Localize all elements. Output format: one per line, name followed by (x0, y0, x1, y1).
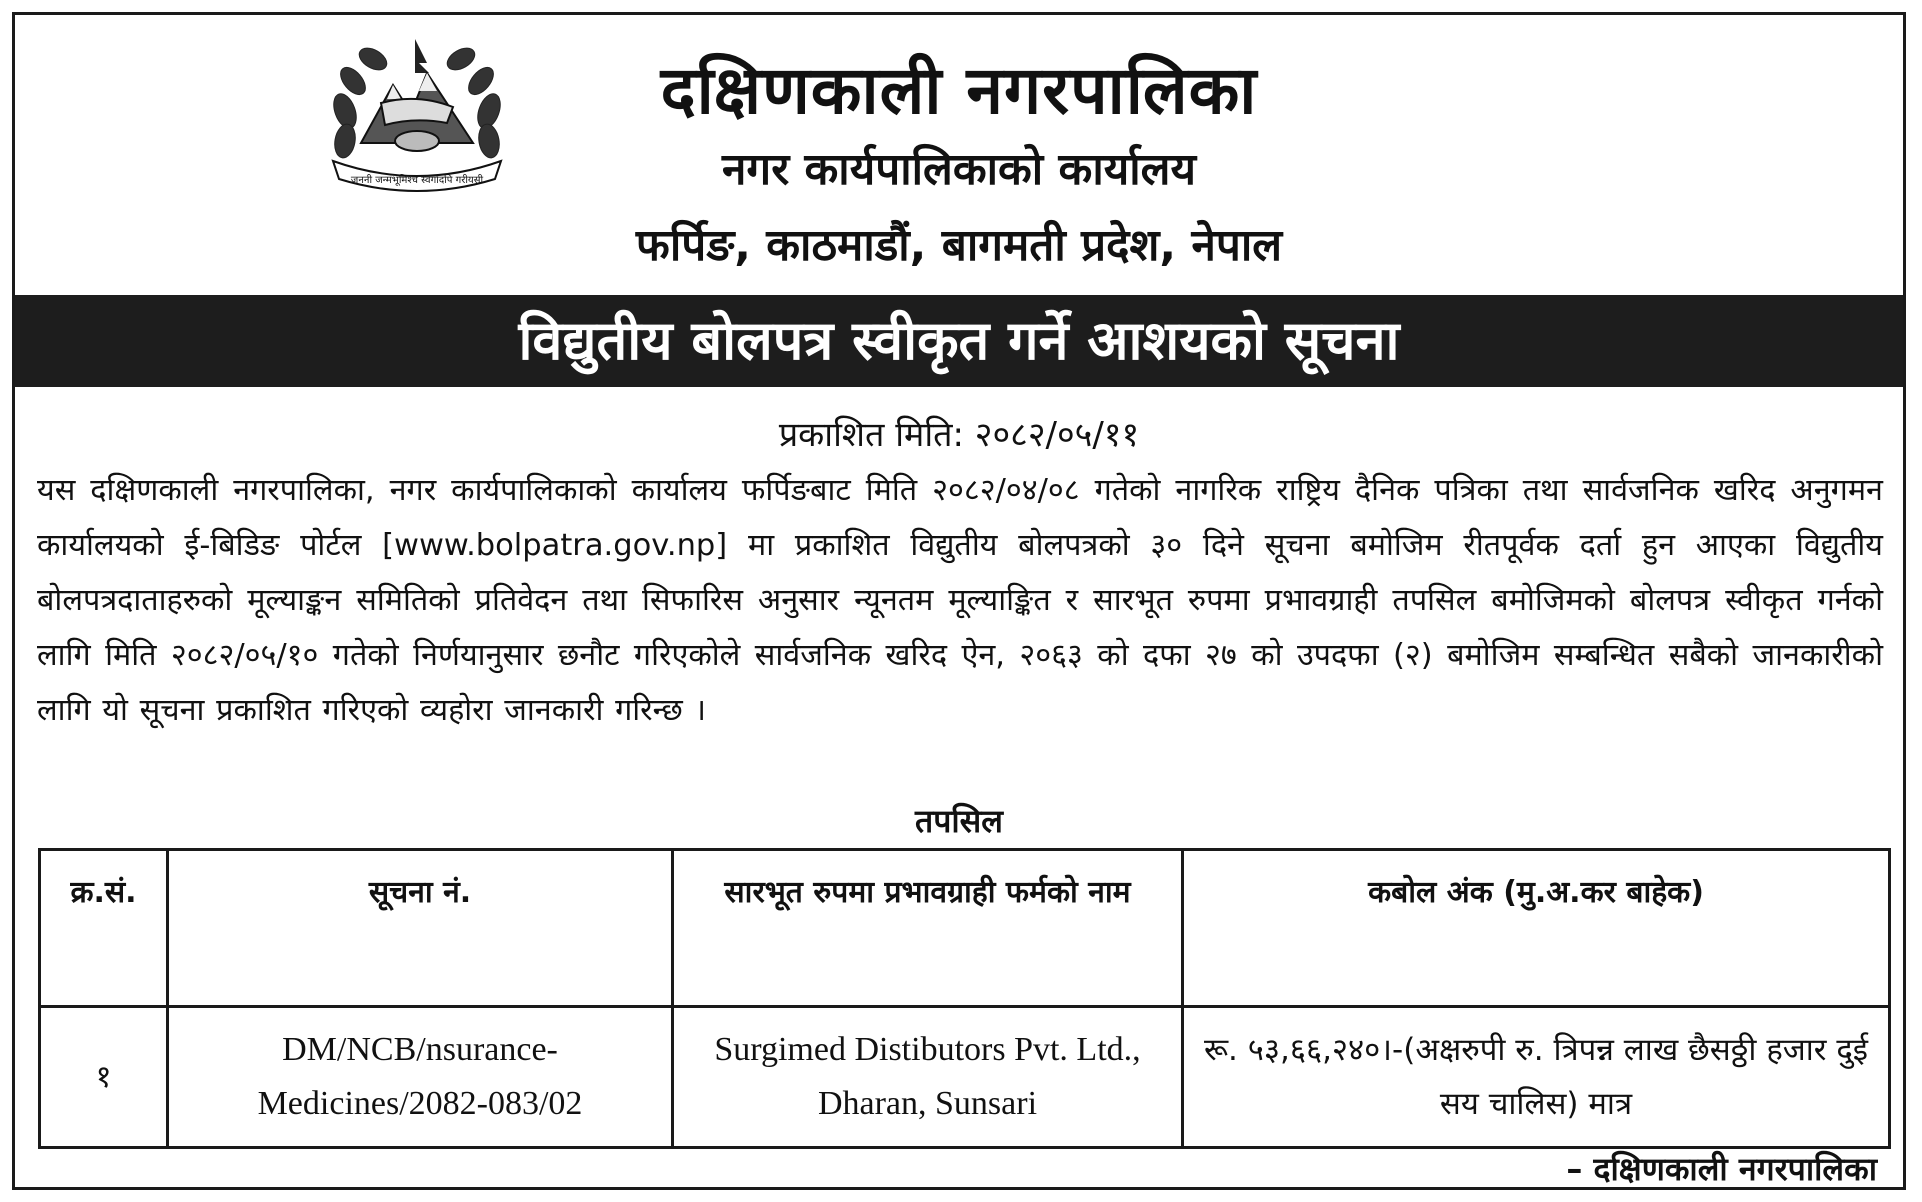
notice-header (15, 15, 1903, 295)
notice-frame (12, 12, 1906, 1190)
office-name: नगर कार्यपालिकाको कार्यालय (722, 144, 1196, 195)
table-row (40, 1007, 1890, 1148)
published-date: प्रकाशित मिति: २०८२/०५/११ (778, 415, 1140, 455)
org-name: दक्षिणकाली नगरपालिका (660, 52, 1258, 129)
notice-body: यस दक्षिणकाली नगरपालिका, नगर कार्यपालिकाको कार्यालय फर्पिङबाट मिति २०८२/०४/०८ गतेको नागरिक राष्ट्रिय दैनिक पत्रिका तथा सार्वजनिक खरिद अनुगमन कार्यालयको ई-बिडिङ पोर्टल [www.bolpatra.gov.np] मा प्रकाशित विद्युतीय बोलपत्रको ३० दिने सूचना बमोजिम रीतपूर्वक दर्ता हुन आएका विद्युतीय बोलपत्रदाताहरुको मूल्याङ्कन समितिको प्रतिवेदन तथा सिफारिस अनुसार न्यूनतम मूल्याङ्कित र सारभूत रुपमा प्रभावग्राही तपसिल बमोजिमको बोलपत्र स्वीकृत गर्नको लागि मिति २०८२/०५/१० गतेको निर्णयानुसार छनौट गरिएकोले सार्वजनिक खरिद ऐन, २०६३ को दफा २७ को उपदफा (२) बमोजिम सम्बन्धित सबैको जानकारीको लागि यो सूचना प्रकाशित गरिएको व्यहोरा जानकारी गरिन्छ । (37, 473, 1883, 728)
col-bid-amount: कबोल अंक (मु.अ.कर बाहेक) (1183, 850, 1890, 1007)
notice-title-banner: विद्युतीय बोलपत्र स्वीकृत गर्ने आशयको सूचना (15, 295, 1903, 387)
cell-firm-name: Surgimed Distibutors Pvt. Ltd., Dharan, Sunsari (673, 1007, 1183, 1148)
schedule-table (38, 848, 1891, 1149)
office-address: फर्पिङ, काठमाडौं, बागमती प्रदेश, नेपाल (635, 220, 1283, 271)
schedule-table-wrap (38, 848, 1888, 1149)
signature: – दक्षिणकाली नगरपालिका (1566, 1150, 1877, 1188)
cell-serial: १ (40, 1007, 168, 1148)
cell-bid-amount: रू. ५३,६६,२४०।-(अक्षरुपी रु. त्रिपन्न लाख छैसठ्ठी हजार दुई सय चालिस) मात्र (1183, 1007, 1890, 1148)
col-firm-name: सारभूत रुपमा प्रभावग्राही फर्मको नाम (673, 850, 1183, 1007)
table-header-row (40, 850, 1890, 1007)
cell-notice-no: DM/NCB/nsurance-Medicines/2082-083/02 (168, 1007, 673, 1148)
col-serial: क्र.सं. (40, 850, 168, 1007)
svg-text:जननी जन्मभूमिश्च स्वर्गादपि गर: जननी जन्मभूमिश्च स्वर्गादपि गरीयसी (350, 175, 484, 186)
col-notice-no: सूचना नं. (168, 850, 673, 1007)
schedule-heading: तपसिल (914, 802, 1004, 840)
